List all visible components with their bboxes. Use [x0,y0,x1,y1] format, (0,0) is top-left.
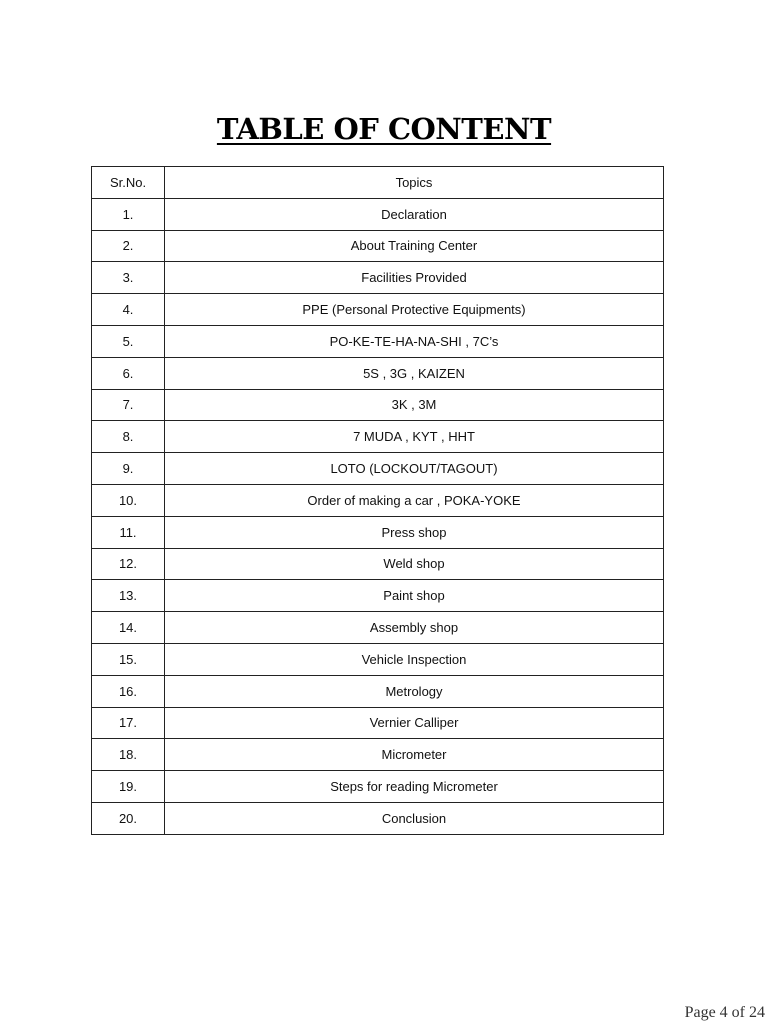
row-sr-no: 8. [92,421,165,453]
row-topic: Vernier Calliper [165,707,664,739]
header-sr-no: Sr.No. [92,167,165,199]
table-row [92,771,664,803]
table-row [92,580,664,612]
row-sr-no: 11. [92,516,165,548]
row-sr-no: 4. [92,294,165,326]
row-sr-no: 18. [92,739,165,771]
row-topic: Order of making a car , POKA-YOKE [165,484,664,516]
table-row [92,325,664,357]
row-topic: Press shop [165,516,664,548]
table-row [92,802,664,834]
row-topic: Declaration [165,198,664,230]
row-topic: About Training Center [165,230,664,262]
toc-body [92,198,664,834]
table-row [92,707,664,739]
table-row [92,643,664,675]
row-sr-no: 13. [92,580,165,612]
toc-table [91,166,664,835]
table-row [92,294,664,326]
table-row [92,516,664,548]
row-topic: 3K , 3M [165,389,664,421]
table-row [92,357,664,389]
row-topic: LOTO (LOCKOUT/TAGOUT) [165,453,664,485]
row-topic: PPE (Personal Protective Equipments) [165,294,664,326]
row-sr-no: 10. [92,484,165,516]
table-row [92,230,664,262]
row-topic: Steps for reading Micrometer [165,771,664,803]
row-topic: 5S , 3G , KAIZEN [165,357,664,389]
table-row [92,548,664,580]
header-topics: Topics [165,167,664,199]
row-topic: Micrometer [165,739,664,771]
page-title-text: TABLE OF CONTENT [216,112,552,146]
table-row [92,739,664,771]
row-sr-no: 2. [92,230,165,262]
table-row [92,389,664,421]
page-number: Page 4 of 24 [684,1004,765,1021]
table-row [92,421,664,453]
row-topic: Weld shop [165,548,664,580]
row-sr-no: 7. [92,389,165,421]
row-sr-no: 5. [92,325,165,357]
row-sr-no: 20. [92,802,165,834]
row-sr-no: 17. [92,707,165,739]
toc-header-row [92,167,664,199]
row-topic: PO-KE-TE-HA-NA-SHI , 7C’s [165,325,664,357]
table-row [92,484,664,516]
row-sr-no: 19. [92,771,165,803]
table-row [92,198,664,230]
row-sr-no: 14. [92,612,165,644]
row-sr-no: 15. [92,643,165,675]
row-topic: Vehicle Inspection [165,643,664,675]
page-title [0,112,768,146]
row-topic: Metrology [165,675,664,707]
row-sr-no: 6. [92,357,165,389]
table-row [92,675,664,707]
row-topic: Assembly shop [165,612,664,644]
table-row [92,453,664,485]
row-topic: 7 MUDA , KYT , HHT [165,421,664,453]
row-sr-no: 16. [92,675,165,707]
row-topic: Facilities Provided [165,262,664,294]
row-sr-no: 3. [92,262,165,294]
row-sr-no: 9. [92,453,165,485]
table-row [92,612,664,644]
row-topic: Paint shop [165,580,664,612]
table-row [92,262,664,294]
row-sr-no: 12. [92,548,165,580]
row-sr-no: 1. [92,198,165,230]
row-topic: Conclusion [165,802,664,834]
